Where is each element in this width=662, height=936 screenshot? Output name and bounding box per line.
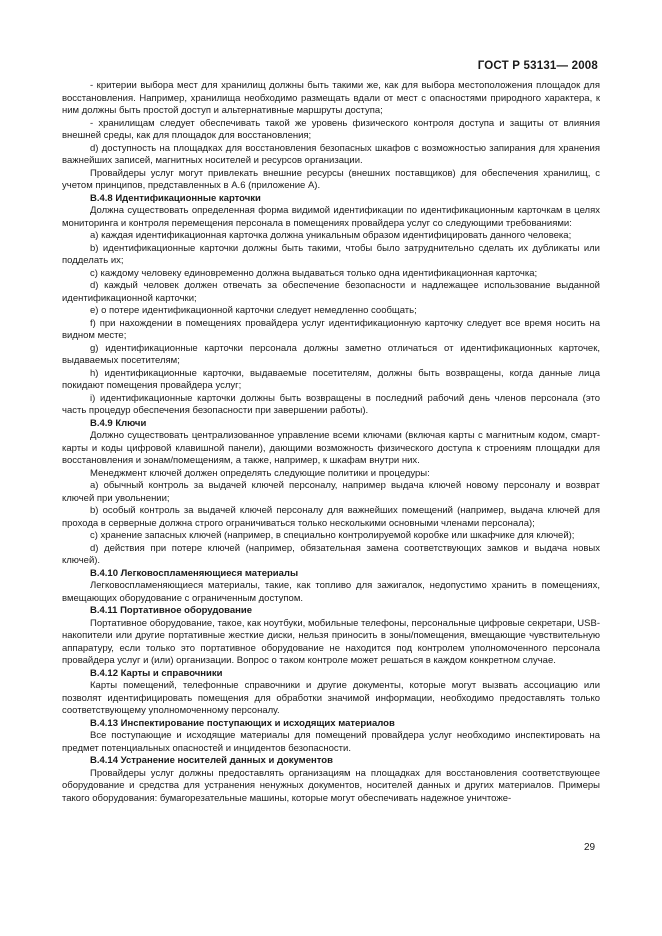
paragraph: b) идентификационные карточки должны быть такими, чтобы было затруднительно сделать их дубликаты или подделать их; bbox=[62, 242, 600, 266]
paragraph: - критерии выбора мест для хранилищ должны быть такими же, как для выбора местоположения площадок для восстановления. Например, хранилища необходимо размещать вдали от мест с опасностями природного характера, к ним должны быть простой доступ и альтернативные маршруты доступа; bbox=[62, 80, 600, 116]
section-heading: В.4.9 Ключи bbox=[90, 417, 147, 429]
paragraph: Провайдеры услуг могут привлекать внешние ресурсы (внешних поставщиков) для обеспечения хранилищ, с учетом принципов, представленных в А.6 (приложение А). bbox=[62, 167, 600, 191]
paragraph: d) каждый человек должен отвечать за обеспечение безопасности и надлежащее использование выданной идентификационной карточки; bbox=[62, 280, 600, 304]
paragraph: а) каждая идентификационная карточка должна уникальным образом идентифицировать данного человека; bbox=[90, 230, 572, 241]
paragraph: Должна существовать определенная форма видимой идентификации по идентификационным карточкам в целях мониторинга и контроля перемещения персонала в помещениях провайдера услуг со следующими требованиями: bbox=[62, 205, 600, 229]
paragraph: d) действия при потере ключей (например, обязательная замена соответствующих замков и выдача новых ключей). bbox=[62, 542, 600, 566]
paragraph: с) каждому человеку единовременно должна выдаваться только одна идентификационная карточка; bbox=[90, 267, 538, 279]
paragraph: h) идентификационные карточки, выдаваемые посетителям, должны быть возвращены, когда данные лица покидают помещения провайдера услуг; bbox=[62, 367, 600, 391]
paragraph: е) о потере идентификационной карточки следует немедленно сообщать; bbox=[90, 305, 417, 316]
page-number: 29 bbox=[584, 842, 596, 853]
paragraph: Менеджмент ключей должен определять следующие политики и процедуры: bbox=[90, 467, 430, 479]
paragraph: Карты помещений, телефонные справочники и другие документы, которые могут вызвать ассоциацию или позволят идентифицировать помещения для обработки значимой информации, необходимо предоставлять только соответствующему уполномоченному персоналу. bbox=[62, 680, 600, 716]
paragraph: b) особый контроль за выдачей ключей персоналу для важнейших помещений (например, выдача ключей для прохода в серверные должна строго ограничиваться только несколькими основными членами персонала); bbox=[62, 505, 600, 529]
paragraph: Все поступающие и исходящие материалы для помещений провайдера услуг необходимо инспектировать на предмет потенциальных опасностей и инцидентов безопасности. bbox=[62, 730, 600, 754]
paragraph: Должно существовать централизованное управление всеми ключами (включая карты с магнитным кодом, смарт-карты и коды цифровой клавишной панели), дающими возможность физического доступа к строениям площадки для восстановления и зонам/помещениям, а также, например, к шкафам внутри них. bbox=[62, 430, 600, 466]
paragraph: Провайдеры услуг должны предоставлять организациям на площадках для восстановления соответствующее оборудование и средства для устранения ненужных документов, носителей данных и других материалов. Примеры такого оборудования: бумагорезательные машины, которые могут обеспечивать надежное уничтоже- bbox=[62, 767, 600, 804]
paragraph: - хранилищам следует обеспечивать такой же уровень физического контроля доступа и защиты от влияния внешней среды, как для площадок для восстановления; bbox=[62, 117, 600, 141]
paragraph: g) идентификационные карточки персонала должны заметно отличаться от идентификационных карточек, выдаваемых посетителям; bbox=[62, 342, 600, 366]
paragraph: f) при нахождении в помещениях провайдера услуг идентификационную карточку следует все время носить на видном месте; bbox=[62, 317, 600, 341]
section-heading: В.4.11 Портативное оборудование bbox=[90, 605, 253, 616]
section-heading: В.4.12 Карты и справочники bbox=[90, 667, 223, 679]
section-heading: В.4.13 Инспектирование поступающих и исходящих материалов bbox=[90, 717, 395, 729]
paragraph: d) доступность на площадках для восстановления безопасных шкафов с возможностью запирания для хранения важнейших записей, магнитных носителей и ресурсов организации. bbox=[62, 142, 600, 166]
paragraph: а) обычный контроль за выдачей ключей персоналу, например выдача ключей новому персоналу и возврат ключей при увольнении; bbox=[62, 480, 600, 504]
paragraph: Легковоспламеняющиеся материалы, такие, как топливо для зажигалок, недопустимо хранить в помещениях, вмещающих оборудование с ограниченным доступом. bbox=[62, 580, 600, 604]
paragraph: Портативное оборудование, такое, как ноутбуки, мобильные телефоны, персональные цифровые секретари, USB-накопители или другие портативные жесткие диски, нельзя приносить в зоны/помещения, вмещающие чувствительную аппаратуру, если только это портативное оборудование не находится под контролем уполномоченного персонала провайдера услуг и (или) организации. Вопрос о таком контроле может решаться в каждом конкретном случае. bbox=[62, 617, 600, 666]
page-body bbox=[62, 80, 600, 805]
section-heading: В.4.14 Устранение носителей данных и документов bbox=[90, 755, 333, 766]
paragraph: i) идентификационные карточки должны быть возвращены в последний рабочий день членов персонала (это часть процедур обеспечения безопасности при завершении работы). bbox=[62, 392, 600, 416]
page-header: ГОСТ Р 53131— 2008 bbox=[477, 60, 598, 72]
section-heading: В.4.8 Идентификационные карточки bbox=[90, 192, 261, 204]
section-heading: В.4.10 Легковоспламеняющиеся материалы bbox=[90, 567, 299, 579]
paragraph: с) хранение запасных ключей (например, в специально контролируемой коробке или шкафчике для ключей); bbox=[90, 530, 575, 541]
